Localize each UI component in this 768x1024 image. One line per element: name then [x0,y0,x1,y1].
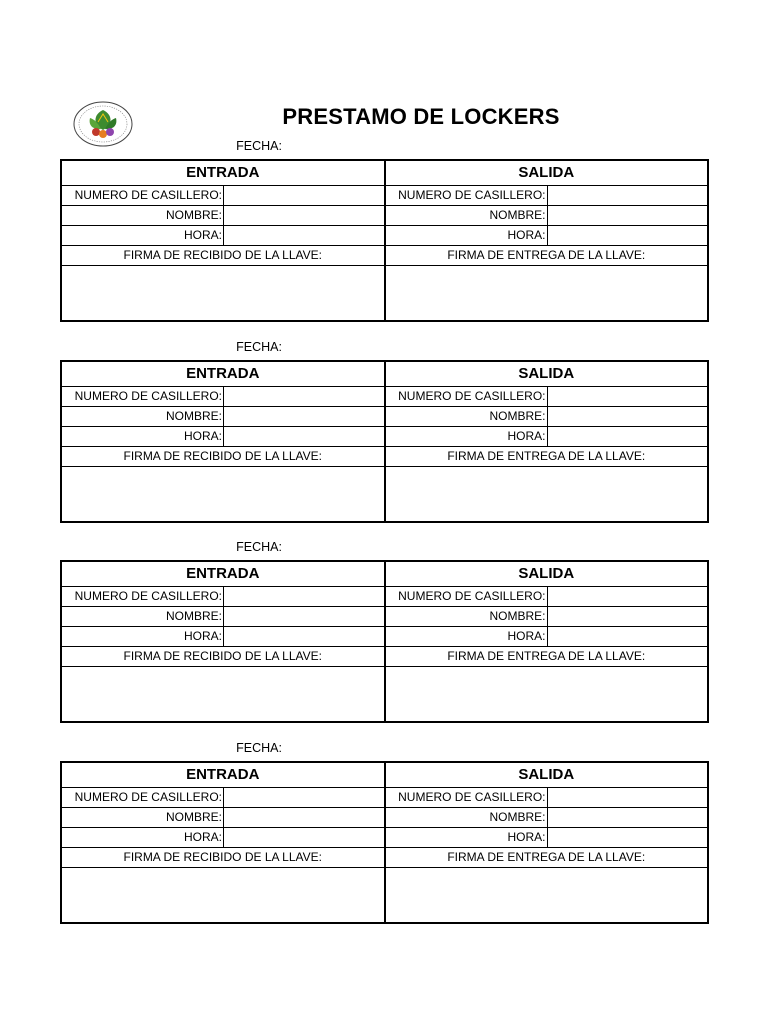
signature-area[interactable] [62,467,384,523]
form-table [60,560,709,723]
numero-row [62,186,384,206]
hora-row [386,828,708,848]
salida-heading: SALIDA [386,562,708,587]
signature-area[interactable] [386,667,708,723]
signature-area[interactable] [386,467,708,523]
numero-label: NUMERO DE CASILLERO: [386,587,548,606]
hora-field[interactable] [548,828,708,847]
page-title: PRESTAMO DE LOCKERS [282,104,560,129]
entrada-heading: ENTRADA [62,763,384,788]
numero-row [62,387,384,407]
nombre-field[interactable] [224,206,384,225]
entrada-heading: ENTRADA [62,562,384,587]
fecha-label: FECHA: [236,139,282,153]
numero-row [386,788,708,808]
firma-row [386,246,708,266]
firma-label: FIRMA DE RECIBIDO DE LA LLAVE: [123,449,322,463]
nombre-row [386,808,708,828]
numero-label: NUMERO DE CASILLERO: [62,387,224,406]
fecha-label: FECHA: [236,540,282,554]
nombre-label: NOMBRE: [62,407,224,426]
form-table [60,761,709,924]
numero-field[interactable] [224,788,384,807]
nombre-field[interactable] [548,808,708,827]
hora-field[interactable] [548,427,708,446]
hora-row [62,828,384,848]
entrada-section [62,161,386,320]
firma-label: FIRMA DE ENTREGA DE LA LLAVE: [447,850,646,864]
numero-label: NUMERO DE CASILLERO: [62,186,224,205]
numero-row [62,587,384,607]
nombre-label: NOMBRE: [386,206,548,225]
firma-row [62,848,384,868]
entrada-heading: ENTRADA [62,362,384,387]
salida-heading: SALIDA [386,362,708,387]
firma-label: FIRMA DE RECIBIDO DE LA LLAVE: [123,850,322,864]
form-table [60,360,709,523]
loan-form-3 [60,540,709,760]
signature-area[interactable] [62,266,384,322]
salida-heading: SALIDA [386,161,708,186]
nombre-field[interactable] [548,407,708,426]
numero-field[interactable] [548,587,708,606]
numero-label: NUMERO DE CASILLERO: [62,587,224,606]
firma-label: FIRMA DE RECIBIDO DE LA LLAVE: [123,248,322,262]
hora-field[interactable] [548,627,708,646]
hora-row [386,226,708,246]
nombre-row [62,607,384,627]
entrada-section [62,763,386,922]
numero-field[interactable] [548,186,708,205]
fecha-label: FECHA: [236,340,282,354]
numero-field[interactable] [548,788,708,807]
numero-label: NUMERO DE CASILLERO: [62,788,224,807]
hora-field[interactable] [548,226,708,245]
nombre-field[interactable] [224,407,384,426]
numero-field[interactable] [224,387,384,406]
nombre-field[interactable] [224,607,384,626]
firma-label: FIRMA DE ENTREGA DE LA LLAVE: [447,449,646,463]
hora-row [62,627,384,647]
firma-row [386,848,708,868]
salida-section [386,562,708,721]
hora-label: HORA: [62,828,224,847]
firma-row [62,246,384,266]
hora-label: HORA: [386,427,548,446]
nombre-row [62,407,384,427]
numero-row [386,587,708,607]
nombre-field[interactable] [548,206,708,225]
fecha-label: FECHA: [236,741,282,755]
hora-field[interactable] [224,427,384,446]
numero-row [386,186,708,206]
signature-area[interactable] [62,667,384,723]
nombre-label: NOMBRE: [386,607,548,626]
signature-area[interactable] [386,868,708,924]
nombre-label: NOMBRE: [386,808,548,827]
nombre-row [386,206,708,226]
salida-section [386,161,708,320]
firma-row [386,447,708,467]
entrada-heading: ENTRADA [62,161,384,186]
hora-label: HORA: [62,226,224,245]
nombre-row [386,607,708,627]
hora-label: HORA: [62,427,224,446]
hora-field[interactable] [224,226,384,245]
nombre-label: NOMBRE: [62,808,224,827]
hora-label: HORA: [62,627,224,646]
hora-row [62,226,384,246]
loan-form-4 [60,741,709,961]
entrada-section [62,562,386,721]
numero-label: NUMERO DE CASILLERO: [386,186,548,205]
salida-section [386,362,708,521]
numero-field[interactable] [548,387,708,406]
entrada-section [62,362,386,521]
firma-label: FIRMA DE ENTREGA DE LA LLAVE: [447,248,646,262]
nombre-label: NOMBRE: [62,206,224,225]
firma-row [386,647,708,667]
nombre-label: NOMBRE: [62,607,224,626]
firma-row [62,447,384,467]
nombre-field[interactable] [548,607,708,626]
salida-heading: SALIDA [386,763,708,788]
numero-field[interactable] [224,587,384,606]
nombre-row [62,206,384,226]
hora-field[interactable] [224,828,384,847]
form-table [60,159,709,322]
signature-area[interactable] [62,868,384,924]
hora-label: HORA: [386,226,548,245]
numero-row [62,788,384,808]
numero-row [386,387,708,407]
numero-label: NUMERO DE CASILLERO: [386,788,548,807]
nombre-row [386,407,708,427]
hora-label: HORA: [386,828,548,847]
firma-label: FIRMA DE RECIBIDO DE LA LLAVE: [123,649,322,663]
firma-row [62,647,384,667]
nombre-label: NOMBRE: [386,407,548,426]
numero-label: NUMERO DE CASILLERO: [386,387,548,406]
loan-form-2 [60,340,709,560]
loan-form-1 [60,139,709,359]
firma-label: FIRMA DE ENTREGA DE LA LLAVE: [447,649,646,663]
hora-label: HORA: [386,627,548,646]
nombre-row [62,808,384,828]
signature-area[interactable] [386,266,708,322]
hora-row [386,427,708,447]
salida-section [386,763,708,922]
hora-row [62,427,384,447]
hora-row [386,627,708,647]
numero-field[interactable] [224,186,384,205]
nombre-field[interactable] [224,808,384,827]
hora-field[interactable] [224,627,384,646]
